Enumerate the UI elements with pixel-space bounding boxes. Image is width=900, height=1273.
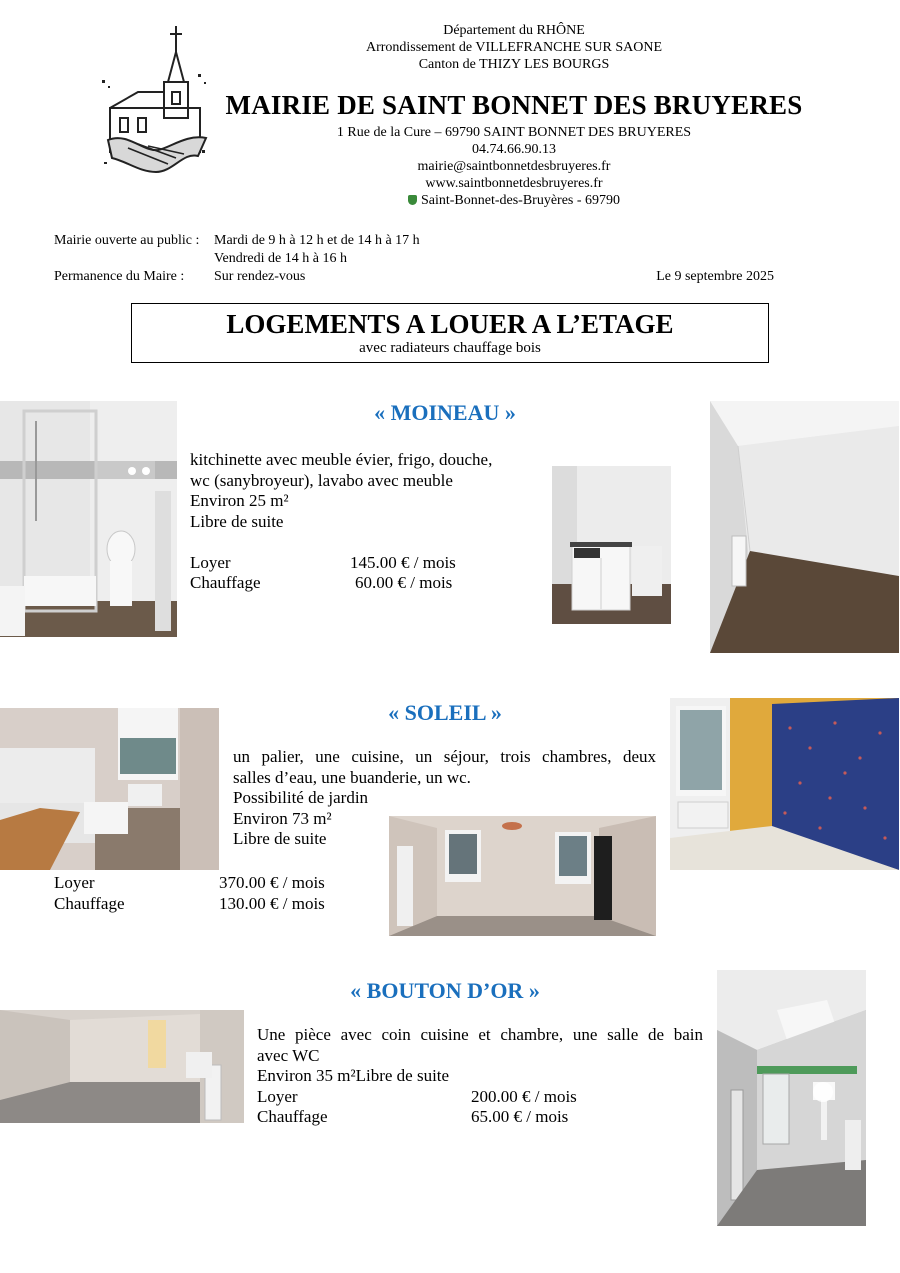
moineau-desc-line1: kitchinette avec meuble évier, frigo, douche, bbox=[190, 450, 493, 469]
email-link[interactable]: mairie@saintbonnetdesbruyeres.fr bbox=[417, 159, 611, 174]
bouton-dor-chauffage-value: 65.00 € / mois bbox=[471, 1107, 569, 1126]
soleil-desc-line2: salles d’eau, une buanderie, un wc. bbox=[233, 767, 471, 787]
facebook-label: Saint-Bonnet-des-Bruyères - 69790 bbox=[420, 193, 621, 208]
open-hours-line2: Vendredi de 14 h à 16 h bbox=[214, 251, 347, 266]
bouton-dor-chauffage-label: Chauffage bbox=[257, 1107, 328, 1126]
banner-title: LOGEMENTS A LOUER A L’ETAGE bbox=[226, 309, 674, 339]
moineau-room-photo bbox=[710, 401, 899, 653]
soleil-loyer-value: 370.00 € / mois bbox=[219, 873, 325, 892]
bouton-dor-area: Environ 35 m² bbox=[257, 1066, 356, 1085]
address-line: 1 Rue de la Cure – 69790 SAINT BONNET DES BRUYERES bbox=[336, 125, 692, 140]
bouton-dor-availability: Libre de suite bbox=[355, 1066, 450, 1085]
church-handshake-icon bbox=[98, 22, 212, 182]
moineau-kitchenette-photo bbox=[552, 466, 671, 624]
bouton-dor-room-photo bbox=[0, 1010, 244, 1123]
open-hours-label: Mairie ouverte au public : bbox=[54, 233, 200, 248]
soleil-loyer-label: Loyer bbox=[54, 873, 95, 892]
website-link[interactable]: www.saintbonnetdesbruyeres.fr bbox=[425, 176, 603, 191]
bouton-dor-bathroom-photo bbox=[717, 970, 866, 1226]
moineau-loyer-label: Loyer bbox=[190, 552, 231, 572]
bouton-dor-loyer-label: Loyer bbox=[257, 1086, 298, 1106]
moineau-chauffage-label: Chauffage bbox=[190, 573, 261, 592]
soleil-availability: Libre de suite bbox=[233, 829, 327, 848]
shield-icon bbox=[408, 195, 417, 205]
bouton-dor-loyer-value: 200.00 € / mois bbox=[471, 1086, 577, 1106]
soleil-chauffage-value: 130.00 € / mois bbox=[219, 893, 325, 913]
phone-line: 04.74.66.90.13 bbox=[472, 142, 556, 157]
soleil-kitchen-photo bbox=[0, 708, 219, 870]
departement-line: Département du RHÔNE bbox=[443, 23, 585, 38]
moineau-chauffage-value: 60.00 € / mois bbox=[355, 573, 453, 592]
listing-banner bbox=[131, 303, 769, 363]
open-hours-line1: Mardi de 9 h à 12 h et de 14 h à 17 h bbox=[214, 233, 420, 248]
banner-subtitle: avec radiateurs chauffage bois bbox=[359, 340, 541, 356]
moineau-title: « MOINEAU » bbox=[374, 400, 516, 425]
arrondissement-line: Arrondissement de VILLEFRANCHE SUR SAONE bbox=[365, 40, 663, 55]
facebook-line[interactable] bbox=[240, 192, 788, 209]
bouton-dor-desc-line2: avec WC bbox=[257, 1045, 320, 1065]
soleil-living-room-photo bbox=[389, 816, 656, 936]
permanence-value: Sur rendez-vous bbox=[214, 269, 306, 284]
soleil-area: Environ 73 m² bbox=[233, 808, 332, 828]
soleil-garden: Possibilité de jardin bbox=[233, 788, 369, 807]
mairie-title: MAIRIE DE SAINT BONNET DES BRUYERES bbox=[225, 90, 803, 120]
document-date: Le 9 septembre 2025 bbox=[656, 269, 774, 284]
moineau-loyer-value: 145.00 € / mois bbox=[350, 552, 456, 572]
church-logo bbox=[98, 22, 212, 182]
soleil-chauffage-label: Chauffage bbox=[54, 893, 125, 913]
canton-line: Canton de THIZY LES BOURGS bbox=[418, 57, 610, 72]
moineau-availability: Libre de suite bbox=[190, 511, 284, 531]
moineau-bathroom-photo bbox=[0, 401, 177, 637]
bouton-dor-title: « BOUTON D’OR » bbox=[350, 978, 540, 1003]
soleil-title: « SOLEIL » bbox=[388, 700, 502, 725]
moineau-area: Environ 25 m² bbox=[190, 491, 289, 510]
bouton-dor-desc-line1: Une pièce avec coin cuisine et chambre, une salle de bain bbox=[257, 1025, 703, 1044]
soleil-desc-line1: un palier, une cuisine, un séjour, trois chambres, deux bbox=[233, 747, 656, 766]
soleil-bedroom-photo bbox=[670, 698, 899, 870]
moineau-desc-line2: wc (sanybroyeur), lavabo avec meuble bbox=[190, 470, 453, 490]
permanence-label: Permanence du Maire : bbox=[54, 269, 185, 284]
